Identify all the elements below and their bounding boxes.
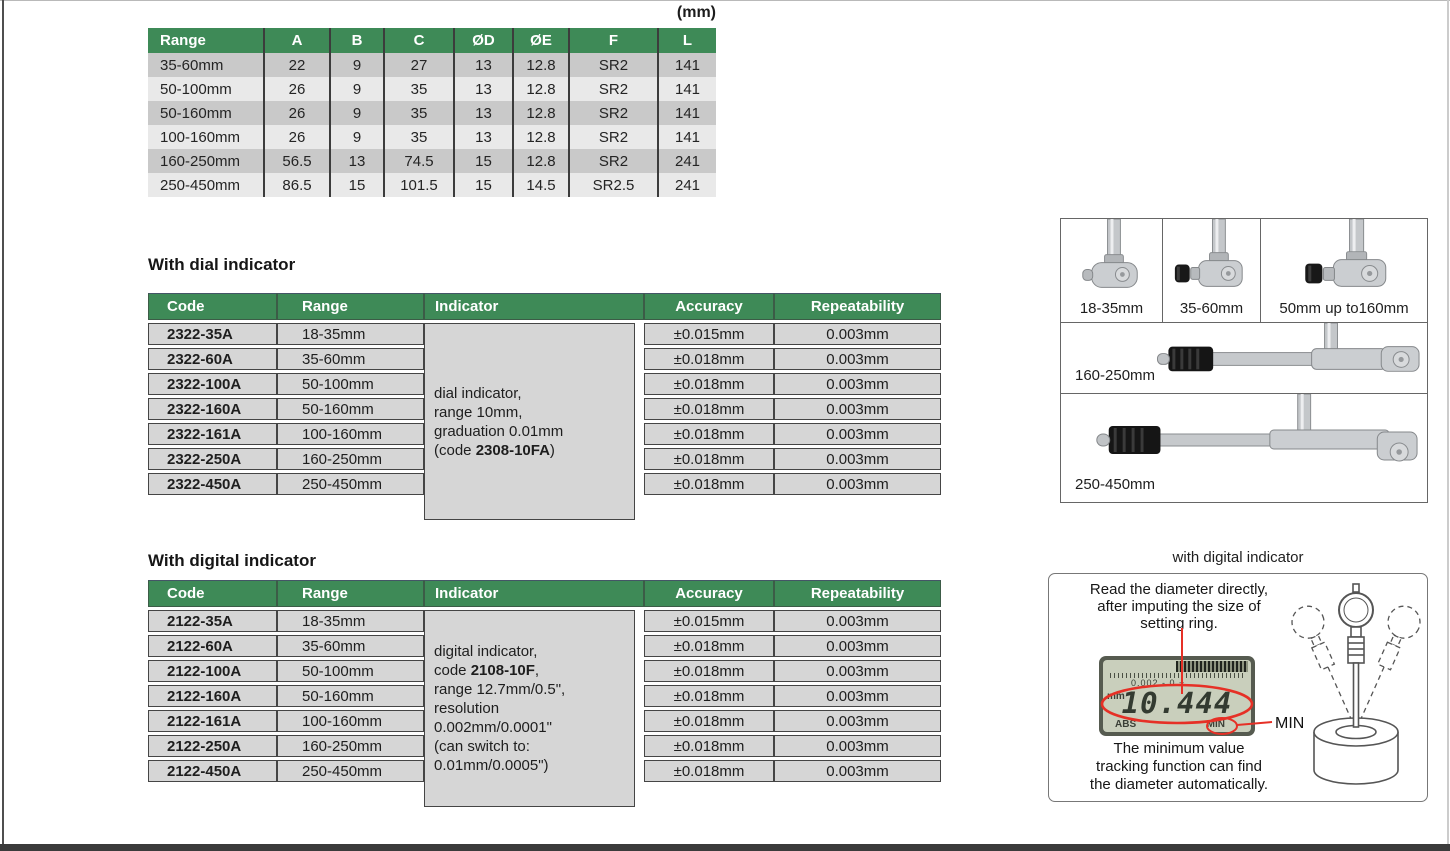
info-panel-caption: with digital indicator xyxy=(1172,549,1304,566)
range-cell-label: 18-35mm xyxy=(1079,300,1144,317)
spec-cell-code: 2122-160A xyxy=(148,685,277,707)
spec-cell-repeatability: 0.003mm xyxy=(774,710,941,732)
dimensions-table xyxy=(148,28,716,197)
spec-cell-accuracy: ±0.018mm xyxy=(644,760,774,782)
spec-cell-repeatability: 0.003mm xyxy=(774,448,941,470)
spec-cell-code: 2322-35A xyxy=(148,323,277,345)
dim-cell: 141 xyxy=(659,101,716,125)
indicator-line xyxy=(434,718,552,737)
spec-cell-range: 35-60mm xyxy=(277,635,424,657)
spec-cell-range: 50-160mm xyxy=(277,398,424,420)
digital-section-title: With digital indicator xyxy=(148,551,316,570)
indicator-cell xyxy=(424,323,635,520)
spec-cell-range: 250-450mm xyxy=(277,473,424,495)
spec-cell-repeatability: 0.003mm xyxy=(774,735,941,757)
dim-header-cell: A xyxy=(265,28,331,53)
spec-cell-range: 35-60mm xyxy=(277,348,424,370)
spec-cell-accuracy: ±0.018mm xyxy=(644,735,774,757)
info-text-line: after imputing the size of xyxy=(1097,598,1261,615)
unit-label: (mm) xyxy=(676,4,716,21)
dim-cell: SR2 xyxy=(570,101,659,125)
indicator-line xyxy=(434,384,522,403)
dim-cell: 141 xyxy=(659,77,716,101)
spec-cell-code: 2322-160A xyxy=(148,398,277,420)
dim-cell: 26 xyxy=(265,125,331,149)
spec-cell-repeatability: 0.003mm xyxy=(774,323,941,345)
dim-cell: SR2 xyxy=(570,77,659,101)
dim-cell: 12.8 xyxy=(514,77,570,101)
dim-cell: 250-450mm xyxy=(148,173,265,197)
range-row-label: 250-450mm xyxy=(1075,476,1156,493)
indicator-cell xyxy=(424,610,635,807)
spec-header-cell: Repeatability xyxy=(774,293,941,320)
dim-header-cell: F xyxy=(570,28,659,53)
dim-cell: 13 xyxy=(455,77,514,101)
digital-spec-table xyxy=(148,580,941,807)
spec-cell-accuracy: ±0.018mm xyxy=(644,423,774,445)
indicator-text: (can switch to: xyxy=(434,738,530,755)
indicator-text: ) xyxy=(549,441,555,459)
spec-cell-range: 100-160mm xyxy=(277,710,424,732)
dim-cell: 15 xyxy=(455,173,514,197)
spec-header-cell: Indicator xyxy=(424,293,644,320)
dim-cell: 141 xyxy=(659,53,716,77)
spec-header-cell: Range xyxy=(277,293,424,320)
spec-cell-accuracy: ±0.018mm xyxy=(644,348,774,370)
setting-ring-illustration xyxy=(1287,582,1425,796)
dim-cell: 56.5 xyxy=(265,149,331,173)
dim-header-cell: C xyxy=(385,28,455,53)
dim-header-cell: L xyxy=(659,28,716,53)
spec-cell-code: 2322-250A xyxy=(148,448,277,470)
dim-cell: 35 xyxy=(385,101,455,125)
dim-cell: 35 xyxy=(385,77,455,101)
dim-cell: SR2 xyxy=(570,149,659,173)
min-callout-label: MIN xyxy=(1275,715,1305,732)
spec-cell-accuracy: ±0.018mm xyxy=(644,473,774,495)
indicator-line xyxy=(434,422,563,441)
lcd-scale-text: 0.002 - 0 + xyxy=(1131,678,1186,688)
dim-cell: SR2 xyxy=(570,125,659,149)
dim-header-cell: ØD xyxy=(455,28,514,53)
dim-cell: 15 xyxy=(455,149,514,173)
info-bottom-text xyxy=(1051,740,1307,794)
indicator-line xyxy=(434,756,549,775)
info-text-line: setting ring. xyxy=(1140,615,1218,632)
dim-cell: 50-100mm xyxy=(148,77,265,101)
digital-info-panel xyxy=(1048,573,1428,802)
spec-cell-code: 2322-100A xyxy=(148,373,277,395)
spec-cell-repeatability: 0.003mm xyxy=(774,473,941,495)
spec-header-cell: Accuracy xyxy=(644,580,774,607)
spec-cell-code: 2322-450A xyxy=(148,473,277,495)
indicator-text: 0.01mm/0.0005") xyxy=(434,757,549,774)
indicator-text: graduation 0.01mm xyxy=(434,422,564,440)
spec-cell-code: 2122-100A xyxy=(148,660,277,682)
page-top-rule xyxy=(0,0,1450,1)
spec-header-cell: Accuracy xyxy=(644,293,774,320)
spec-cell-code: 2322-161A xyxy=(148,423,277,445)
dim-cell: 9 xyxy=(331,101,385,125)
lcd-abs-label: ABS xyxy=(1115,719,1137,730)
dim-cell: 12.8 xyxy=(514,149,570,173)
spec-cell-code: 2122-60A xyxy=(148,635,277,657)
dim-cell: SR2.5 xyxy=(570,173,659,197)
indicator-text: digital indicator, xyxy=(434,643,538,660)
dim-cell: 50-160mm xyxy=(148,101,265,125)
spec-cell-accuracy: ±0.018mm xyxy=(644,685,774,707)
indicator-text: 2108-10F xyxy=(470,662,535,679)
dim-cell: 12.8 xyxy=(514,53,570,77)
dim-cell: 15 xyxy=(331,173,385,197)
range-panel-row-160-250 xyxy=(1061,323,1427,394)
range-cell-50-160 xyxy=(1261,219,1427,322)
dim-cell: 22 xyxy=(265,53,331,77)
indicator-text: code xyxy=(434,662,471,679)
lcd-min-label: MIN xyxy=(1206,719,1225,730)
info-text-line: tracking function can find xyxy=(1096,758,1262,775)
range-photo-panel xyxy=(1060,218,1428,503)
spec-cell-accuracy: ±0.018mm xyxy=(644,448,774,470)
spec-cell-accuracy: ±0.018mm xyxy=(644,710,774,732)
indicator-line xyxy=(434,680,565,699)
dim-cell: 12.8 xyxy=(514,101,570,125)
page-left-rule xyxy=(2,0,4,851)
indicator-text: resolution xyxy=(434,700,500,717)
spec-cell-repeatability: 0.003mm xyxy=(774,398,941,420)
spec-cell-repeatability: 0.003mm xyxy=(774,660,941,682)
spec-cell-repeatability: 0.003mm xyxy=(774,685,941,707)
range-cell-35-60 xyxy=(1163,219,1261,322)
lcd-barcode-band xyxy=(1176,661,1248,672)
indicator-text: dial indicator, xyxy=(434,384,522,402)
lcd-value: 10.444 xyxy=(1121,686,1233,720)
spec-cell-code: 2122-250A xyxy=(148,735,277,757)
page-right-rule xyxy=(1447,0,1449,851)
dim-header-cell: ØE xyxy=(514,28,570,53)
dim-cell: 26 xyxy=(265,77,331,101)
spec-cell-accuracy: ±0.018mm xyxy=(644,635,774,657)
dim-cell: 14.5 xyxy=(514,173,570,197)
spec-cell-range: 250-450mm xyxy=(277,760,424,782)
dial-section-title: With dial indicator xyxy=(148,255,296,274)
indicator-text: 0.002mm/0.0001" xyxy=(434,719,552,736)
spec-cell-range: 50-160mm xyxy=(277,685,424,707)
info-top-text xyxy=(1051,581,1307,632)
spec-cell-code: 2122-35A xyxy=(148,610,277,632)
dim-header-cell: B xyxy=(331,28,385,53)
indicator-text: 2308-10FA xyxy=(475,441,550,459)
dim-cell: 241 xyxy=(659,149,716,173)
lcd-display xyxy=(1099,656,1255,736)
range-cell-label: 50mm up to160mm xyxy=(1279,300,1409,317)
dim-cell: 13 xyxy=(331,149,385,173)
dim-cell: 13 xyxy=(455,53,514,77)
indicator-line xyxy=(434,737,530,756)
spec-header-cell: Indicator xyxy=(424,580,644,607)
spec-cell-repeatability: 0.003mm xyxy=(774,348,941,370)
spec-cell-repeatability: 0.003mm xyxy=(774,635,941,657)
range-panel-row-250-450 xyxy=(1061,394,1427,502)
info-text-line: Read the diameter directly, xyxy=(1089,581,1269,598)
indicator-line xyxy=(434,642,537,661)
info-text-line: The minimum value xyxy=(1113,740,1245,757)
spec-cell-range: 18-35mm xyxy=(277,610,424,632)
dim-cell: SR2 xyxy=(570,53,659,77)
indicator-line xyxy=(434,441,555,460)
spec-cell-accuracy: ±0.015mm xyxy=(644,610,774,632)
dim-cell: 86.5 xyxy=(265,173,331,197)
spec-cell-repeatability: 0.003mm xyxy=(774,373,941,395)
dim-cell: 13 xyxy=(455,125,514,149)
dim-cell: 13 xyxy=(455,101,514,125)
dim-cell: 35-60mm xyxy=(148,53,265,77)
spec-header-cell: Range xyxy=(277,580,424,607)
spec-cell-accuracy: ±0.015mm xyxy=(644,323,774,345)
spec-cell-code: 2122-161A xyxy=(148,710,277,732)
indicator-line xyxy=(434,699,499,718)
dim-cell: 26 xyxy=(265,101,331,125)
spec-cell-code: 2122-450A xyxy=(148,760,277,782)
info-text-line: the diameter automatically. xyxy=(1089,776,1269,793)
indicator-line xyxy=(434,403,522,422)
dim-cell: 27 xyxy=(385,53,455,77)
spec-cell-range: 100-160mm xyxy=(277,423,424,445)
spec-cell-code: 2322-60A xyxy=(148,348,277,370)
range-cell-label: 35-60mm xyxy=(1179,300,1244,317)
lcd-screen xyxy=(1103,660,1251,732)
dim-cell: 100-160mm xyxy=(148,125,265,149)
dim-cell: 9 xyxy=(331,125,385,149)
range-cell-18-35 xyxy=(1061,219,1163,322)
dim-cell: 101.5 xyxy=(385,173,455,197)
lcd-unit-label: mm xyxy=(1107,691,1125,702)
dim-cell: 74.5 xyxy=(385,149,455,173)
dim-cell: 9 xyxy=(331,77,385,101)
range-panel-top-row xyxy=(1061,219,1427,323)
indicator-text: range 12.7mm/0.5", xyxy=(434,681,566,698)
spec-cell-range: 50-100mm xyxy=(277,660,424,682)
dim-cell: 35 xyxy=(385,125,455,149)
dim-header-cell: Range xyxy=(148,28,265,53)
indicator-line xyxy=(434,661,539,680)
dim-cell: 141 xyxy=(659,125,716,149)
spec-cell-repeatability: 0.003mm xyxy=(774,610,941,632)
indicator-text: (code xyxy=(434,441,476,459)
spec-cell-range: 18-35mm xyxy=(277,323,424,345)
indicator-text: , xyxy=(534,662,540,679)
spec-cell-accuracy: ±0.018mm xyxy=(644,660,774,682)
spec-cell-repeatability: 0.003mm xyxy=(774,423,941,445)
spec-cell-range: 50-100mm xyxy=(277,373,424,395)
dim-cell: 12.8 xyxy=(514,125,570,149)
spec-cell-repeatability: 0.003mm xyxy=(774,760,941,782)
spec-cell-range: 160-250mm xyxy=(277,735,424,757)
spec-cell-range: 160-250mm xyxy=(277,448,424,470)
indicator-text: range 10mm, xyxy=(434,403,523,421)
spec-header-cell: Code xyxy=(148,293,277,320)
spec-cell-accuracy: ±0.018mm xyxy=(644,398,774,420)
spec-header-cell: Repeatability xyxy=(774,580,941,607)
dim-cell: 241 xyxy=(659,173,716,197)
spec-cell-accuracy: ±0.018mm xyxy=(644,373,774,395)
range-row-label: 160-250mm xyxy=(1075,367,1156,384)
dim-cell: 160-250mm xyxy=(148,149,265,173)
spec-header-cell: Code xyxy=(148,580,277,607)
dial-spec-table xyxy=(148,293,941,520)
dim-cell: 9 xyxy=(331,53,385,77)
page-footer-bar xyxy=(0,844,1450,851)
